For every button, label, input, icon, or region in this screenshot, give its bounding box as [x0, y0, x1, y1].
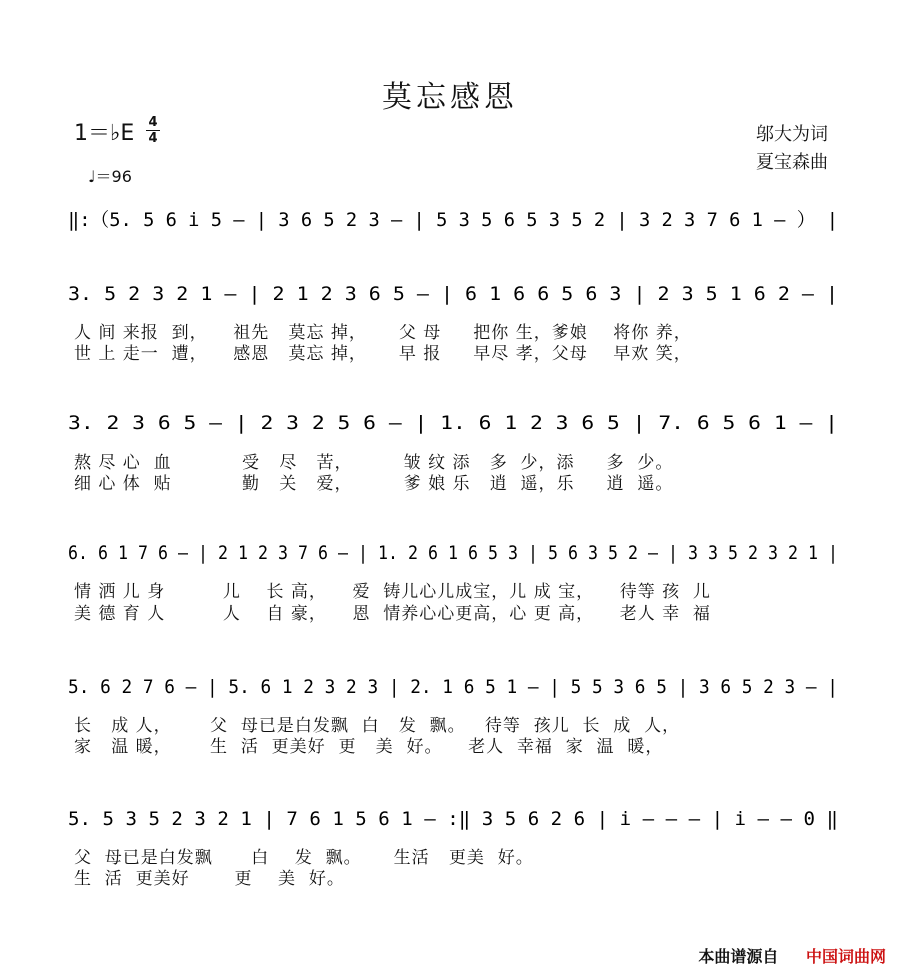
notation-line — [60, 805, 850, 835]
lyric-verse-2: 美 德 育 人 人 自 豪， 恩 情养心心更高，心 更 高， 老人 幸 福 — [74, 604, 711, 624]
notation-text: 5. 5 3 5 2 3 2 1 | 7 6 1 5 6 1 – :‖ 3 5 6 2 6 | i – – – | i – – 0 ‖ — [68, 808, 838, 830]
meter-top: 4 — [148, 115, 158, 130]
lyric-verse-1: 父 母已是白发飘 白 发 飘。 生活 更美 好。 — [74, 848, 534, 868]
lyric-verse-1: 熬 尽 心 血 受 尽 苦， 皱 纹 添 多 少，添 多 少。 — [74, 453, 674, 473]
lyric-verse-2: 世 上 走一 遭， 感恩 莫忘 掉， 早 报 早尽 孝，父母 早欢 笑， — [74, 344, 692, 364]
score-system-6 — [60, 805, 850, 835]
meter-bottom: 4 — [148, 131, 158, 146]
notation-line — [60, 409, 850, 439]
song-title: 莫忘感恩 — [382, 80, 518, 115]
notation-text: 3. 5 2 3 2 1 – | 2 1 2 3 6 5 – | 6 1 6 6 5 6 3 | 2 3 5 1 6 2 – | — [68, 283, 838, 305]
lyric-verse-2: 生 活 更美好 更 美 好。 — [74, 869, 345, 889]
composer-credit: 夏宝森曲 — [756, 152, 828, 173]
footer-site-link[interactable]: 中国词曲网 — [805, 947, 886, 966]
notation-line — [60, 673, 850, 703]
notation-text: ‖:（5. 5 6 i 5 – | 3 6 5 2 3 – | 5 3 5 6 5 3 5 2 | 3 2 3 7 6 1 – ） | — [68, 209, 838, 231]
lyric-verse-1: 长 成 人， 父 母已是白发飘 白 发 飘。 待等 孩儿 长 成 人， — [74, 716, 681, 736]
notation-line — [60, 206, 850, 236]
notation-line — [60, 539, 850, 569]
footer — [698, 944, 886, 967]
lyric-verse-1: 人 间 来报 到， 祖先 莫忘 掉， 父 母 把你 生，爹娘 将你 养， — [74, 323, 692, 343]
notation-line — [60, 280, 850, 310]
tempo-marking: ♩＝96 — [88, 167, 132, 186]
notation-text: 3. 2 3 6 5 – | 2 3 2 5 6 – | 1. 6 1 2 3 6 5 | 7. 6 5 6 1 – | — [68, 412, 838, 434]
score-system-4 — [60, 539, 850, 569]
lyric-verse-2: 家 温 暖， 生 活 更美好 更 美 好。 老人 幸福 家 温 暖， — [74, 737, 664, 757]
time-signature — [146, 116, 160, 145]
score-system-3 — [60, 409, 850, 439]
score-system-2 — [60, 280, 850, 310]
notation-text: 5. 6 2 7 6 – | 5. 6 1 2 3 2 3 | 2. 1 6 5 1 – | 5 5 3 6 5 | 3 6 5 2 3 – | — [68, 676, 838, 698]
lyric-verse-1: 情 洒 儿 身 儿 长 高， 爱 铸儿心儿成宝，儿 成 宝， 待等 孩 儿 — [74, 582, 711, 602]
score-system-5 — [60, 673, 850, 703]
key-signature: 1＝♭E — [74, 121, 135, 146]
lyricist-credit: 邬大为词 — [756, 124, 828, 145]
lyric-verse-2: 细 心 体 贴 勤 关 爱， 爹 娘 乐 逍 遥，乐 逍 遥。 — [74, 474, 674, 494]
score-system-1 — [60, 206, 850, 236]
footer-source: 本曲谱源自 — [698, 947, 779, 966]
notation-text: 6. 6 1 7 6 – | 2 1 2 3 7 6 – | 1. 2 6 1 6 5 3 | 5 6 3 5 2 – | 3 3 5 2 3 2 1 | — [68, 542, 838, 564]
